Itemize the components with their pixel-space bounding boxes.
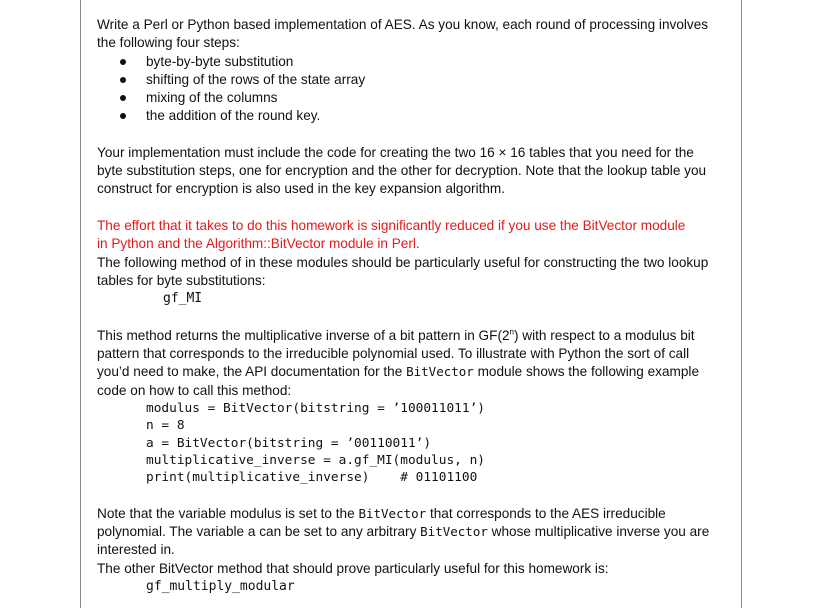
intro-line-2: the following four steps:: [97, 35, 240, 51]
inverse-para-line-3: you’d need to make, the API documentation for the BitVector module shows the following example: [97, 364, 700, 380]
method-para-line-2: tables for byte substitutions:: [97, 273, 266, 289]
inverse-para-line-4: code on how to call this method:: [97, 382, 292, 398]
example-code-block: [97, 400, 727, 487]
gf-mi-method-name: gf_MI: [163, 291, 203, 307]
bullet-icon: [120, 59, 126, 65]
bullet-icon: [120, 113, 126, 119]
tables-para-line-2: byte substitution steps, one for encryption and the other for decryption. Note that the lookup table you: [97, 163, 707, 179]
inverse-para-line-1: This method returns the multiplicative inverse of a bit pattern in GF(2$^n$) with respect to a modulus bit: [97, 327, 695, 343]
modulus-para-line-4: The other BitVector method that should prove particularly useful for this homework is:: [97, 560, 609, 576]
aes-steps-list: [97, 53, 727, 126]
bullet-icon: [120, 95, 126, 101]
list-item: mixing of the columns: [97, 89, 727, 107]
method-para-line-1: The following method of in these modules should be particularly useful for constructing the two lookup: [97, 254, 709, 270]
red-note-line-1: The effort that it takes to do this homework is significantly reduced if you use the BitVector module: [97, 218, 686, 234]
list-item: shifting of the rows of the state array: [97, 71, 727, 89]
tables-para-line-1: Your implementation must include the code for creating the two 16 × 16 tables that you need for the: [97, 144, 694, 160]
tables-para-line-3: construct for encryption is also used in the key expansion algorithm.: [97, 181, 506, 197]
code-line: n = 8: [146, 418, 185, 434]
code-line: print(multiplicative_inverse) # 01101100: [146, 470, 478, 486]
page-right-edge: [741, 0, 742, 608]
modulus-para-line-2: polynomial. The variable a can be set to any arbitrary BitVector whose multiplicative inverse you are: [97, 524, 710, 540]
intro-line-1: Write a Perl or Python based implementation of AES. As you know, each round of processing involves: [97, 17, 709, 32]
bullet-icon: [120, 77, 126, 83]
code-line: multiplicative_inverse = a.gf_MI(modulus, n): [146, 453, 485, 469]
inverse-para-line-2: pattern that corresponds to the irreducible polynomial used. To illustrate with Python the sort of call: [97, 345, 690, 361]
code-line: a = BitVector(bitstring = ’00110011’): [146, 435, 432, 451]
modulus-para-line-1: Note that the variable modulus is set to the BitVector that corresponds to the AES irreducible: [97, 505, 666, 521]
code-line: modulus = BitVector(bitstring = ’100011011’): [146, 400, 485, 416]
list-item: the addition of the round key.: [97, 107, 727, 125]
document-page: [97, 16, 727, 596]
gf-multiply-modular-method-name: gf_multiply_modular: [146, 579, 295, 595]
modulus-para-line-3: interested in.: [97, 542, 175, 558]
list-item: byte-by-byte substitution: [97, 53, 727, 71]
page-left-edge: [80, 0, 81, 608]
red-note-line-2: in Python and the Algorithm::BitVector module in Perl.: [97, 236, 420, 252]
